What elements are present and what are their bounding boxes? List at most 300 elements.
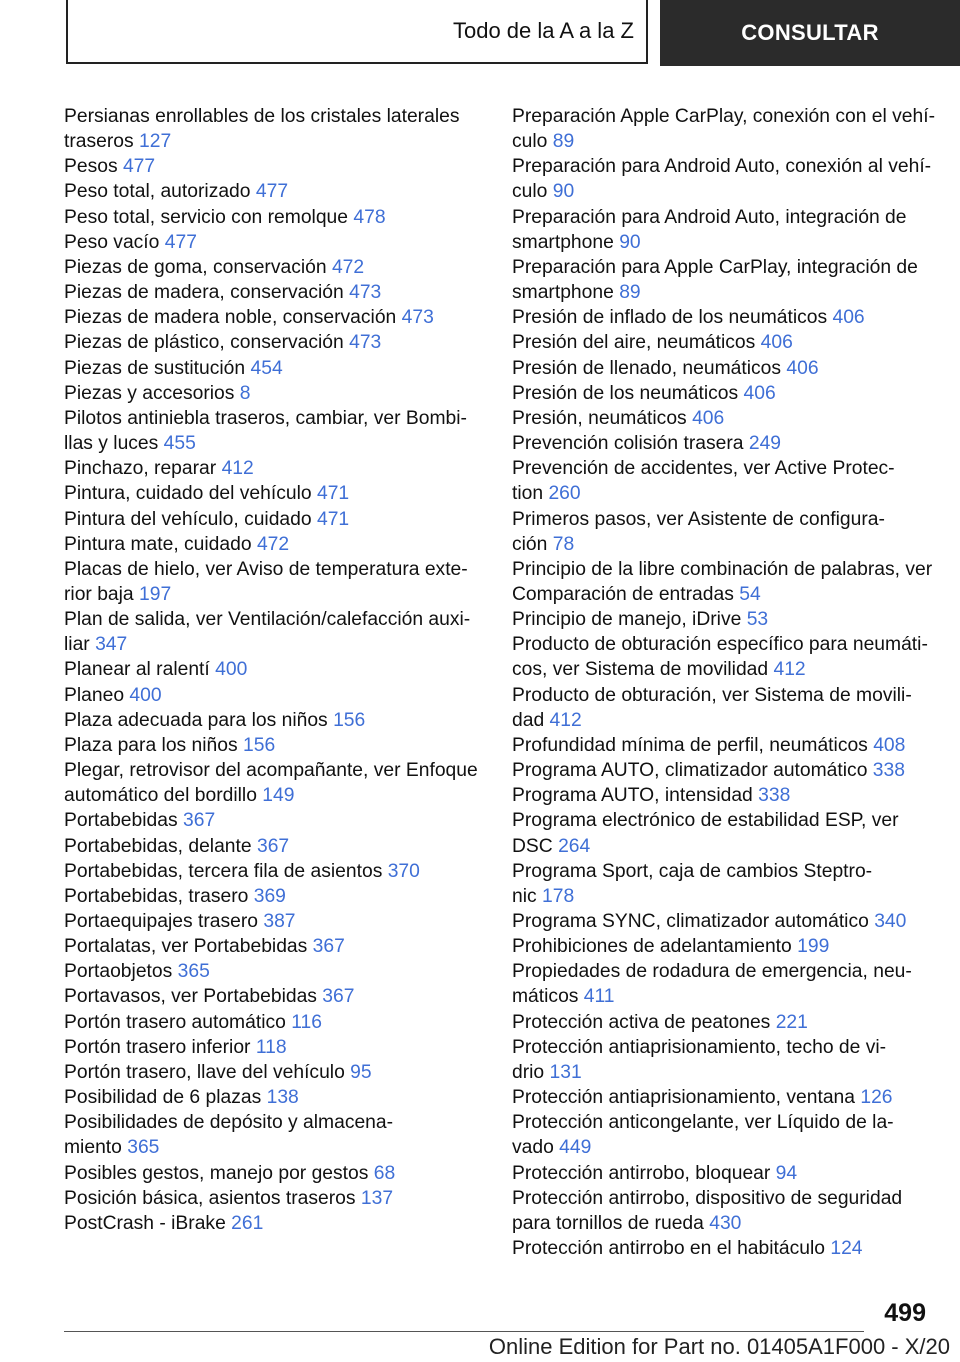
index-entry [64, 758, 484, 808]
index-entry [64, 657, 484, 682]
index-entry-text [64, 808, 484, 833]
index-entry [64, 1035, 484, 1060]
page-link[interactable]: 471 [316, 508, 350, 530]
index-entry [512, 1161, 932, 1186]
index-entry-term: Portón trasero, llave del vehículo [64, 1061, 345, 1083]
index-entry [64, 934, 484, 959]
index-entry-text [512, 632, 932, 657]
index-entry-text [512, 481, 932, 506]
page-link[interactable]: 249 [748, 433, 782, 455]
page-link[interactable]: 406 [760, 332, 793, 354]
index-entry-term: Peso total, servicio con remolque [64, 206, 349, 228]
index-entry-text [512, 406, 932, 431]
index-entry [512, 959, 932, 1009]
page-link[interactable]: 264 [558, 835, 591, 857]
index-entry-text [64, 959, 484, 984]
page-link[interactable]: 400 [215, 659, 248, 681]
page-link[interactable]: 430 [709, 1212, 742, 1234]
index-entry-text [512, 1035, 932, 1060]
page-link[interactable]: 449 [559, 1137, 592, 1159]
index-entry-term: Placas de hielo, ver Aviso de temperatura exte- [64, 558, 468, 580]
index-entry-term: Plan de salida, ver Ventilación/calefacción auxi- [64, 609, 471, 631]
index-entry [64, 205, 484, 230]
index-entry-term: Principio de manejo, iDrive [512, 609, 742, 631]
index-entry-text [512, 1211, 932, 1236]
index-entry [512, 1010, 932, 1035]
index-entry-text [64, 456, 484, 481]
index-entry-text [64, 859, 484, 884]
index-entry-text [64, 708, 484, 733]
index-entry-term: Piezas de madera noble, conservación [64, 307, 397, 329]
index-entry-term: PostCrash - iBrake [64, 1212, 226, 1234]
index-entry [64, 607, 484, 657]
page-link[interactable]: 472 [331, 256, 365, 278]
index-entry-text [512, 683, 932, 708]
index-entry-term: cos, ver Sistema de movilidad [512, 659, 769, 681]
index-entry [512, 808, 932, 858]
index-entry [64, 230, 484, 255]
page-link[interactable]: 78 [552, 533, 575, 555]
index-column-left [64, 104, 484, 1236]
index-entry [512, 1110, 932, 1160]
index-entry-term: Producto de obturación, ver Sistema de movili- [512, 684, 912, 706]
index-entry-term: Piezas de madera, conservación [64, 282, 344, 304]
index-entry-text [64, 230, 484, 255]
page-link[interactable]: 406 [743, 382, 776, 404]
index-entry [64, 884, 484, 909]
index-entry-term: drio [512, 1061, 545, 1083]
index-entry-term: Comparación de entradas [512, 583, 734, 605]
page-link[interactable]: 406 [832, 307, 865, 329]
page-link[interactable]: 138 [266, 1087, 299, 1109]
index-entry-term: rior baja [64, 583, 134, 605]
index-entry-term: Preparación para Android Auto, conexión al vehí- [512, 156, 932, 178]
index-entry-term: Portalatas, ver Portabebidas [64, 936, 308, 958]
index-entry-text [512, 884, 932, 909]
tab-consult[interactable] [660, 0, 960, 66]
index-entry-term: Pinchazo, reparar [64, 458, 217, 480]
index-entry-text [512, 230, 932, 255]
index-entry-term: nic [512, 885, 537, 907]
index-entry [512, 934, 932, 959]
index-entry-text [64, 104, 484, 129]
index-entry-text [512, 179, 932, 204]
index-entry-text [512, 783, 932, 808]
index-entry-term: Portón trasero automático [64, 1011, 286, 1033]
index-entry-text [64, 532, 484, 557]
page-link[interactable]: 221 [775, 1011, 808, 1033]
index-entry [512, 683, 932, 733]
index-entry [512, 381, 932, 406]
index-entry [512, 154, 932, 204]
index-entry [64, 1085, 484, 1110]
index-entry-text [512, 557, 933, 582]
page-link[interactable]: 197 [139, 583, 172, 605]
index-entry [64, 179, 484, 204]
index-entry-term: Prevención colisión trasera [512, 433, 744, 455]
index-entry-text [64, 205, 484, 230]
index-entry [512, 104, 936, 154]
index-entry [64, 1211, 484, 1236]
index-entry-text [512, 104, 936, 129]
page-link[interactable]: 387 [263, 911, 296, 932]
footer-divider [64, 1331, 864, 1332]
page-link[interactable]: 454 [250, 357, 283, 379]
index-entry-text [64, 607, 484, 632]
index-entry-term: Presión del aire, neumáticos [512, 332, 756, 354]
index-entry-text [512, 280, 932, 305]
index-entry-term: Pintura mate, cuidado [64, 533, 252, 555]
page-link[interactable]: 54 [739, 583, 761, 605]
index-entry-text [64, 1060, 484, 1085]
index-entry-text [64, 834, 484, 859]
page-link[interactable]: 127 [139, 131, 172, 153]
index-entry-term: Posición básica, asientos traseros [64, 1187, 356, 1209]
index-entry [64, 330, 484, 355]
page-link[interactable]: 53 [746, 609, 769, 631]
page-link[interactable]: 260 [548, 483, 581, 505]
index-entry-term: Presión de inflado de los neumáticos [512, 307, 828, 329]
page-link[interactable]: 89 [552, 131, 575, 153]
index-entry [64, 104, 484, 154]
index-entry-text [512, 1135, 932, 1160]
index-entry-text [512, 305, 932, 330]
index-entry-text [512, 431, 932, 456]
index-entry-text [512, 808, 932, 833]
page-link[interactable]: 478 [353, 206, 386, 228]
index-entry-term: Primeros pasos, ver Asistente de configura- [512, 508, 885, 530]
tab-consult-label: CONSULTAR [741, 20, 879, 45]
index-column-right [512, 104, 936, 1261]
page-link[interactable]: 338 [758, 785, 791, 807]
index-entry-term: Pintura del vehículo, cuidado [64, 508, 312, 530]
index-entry [64, 356, 484, 381]
index-entry-text [64, 733, 484, 758]
index-entry-term: DSC [512, 835, 553, 857]
index-entry-text [64, 582, 484, 607]
page-link[interactable]: 338 [872, 760, 905, 782]
index-entry-term: Peso total, autorizado [64, 181, 251, 203]
page-link[interactable]: 473 [349, 332, 382, 354]
index-entry-text [512, 381, 932, 406]
index-entry [512, 783, 932, 808]
index-entry-text [64, 934, 484, 959]
index-entry-term: Protección antirrobo en el habitáculo [512, 1238, 825, 1260]
index-entry [512, 205, 932, 255]
page-link[interactable]: 477 [255, 181, 289, 203]
index-entry [64, 1161, 484, 1186]
page-link[interactable]: 370 [387, 860, 420, 882]
index-entry-text [64, 406, 484, 431]
index-entry-text [64, 1211, 484, 1236]
index-entry-text [64, 255, 484, 280]
index-entry [64, 154, 484, 179]
index-entry-term: Pilotos antiniebla traseros, cambiar, ver Bombi- [64, 407, 467, 429]
page-link[interactable]: 411 [583, 986, 615, 1008]
index-entry-text [64, 1110, 484, 1135]
page-link[interactable]: 68 [373, 1162, 396, 1184]
index-entry-term: Programa SYNC, climatizador automático [512, 911, 869, 932]
index-entry-term: para tornillos de rueda [512, 1212, 704, 1234]
page-link[interactable]: 412 [773, 659, 806, 681]
page-link[interactable]: 340 [874, 911, 907, 932]
page-link[interactable]: 89 [619, 282, 641, 304]
index-entry-term: Prohibiciones de adelantamiento [512, 936, 792, 958]
index-entry-text [512, 1186, 932, 1211]
index-entry [512, 507, 932, 557]
index-entry-text [512, 456, 932, 481]
page-link[interactable]: 137 [360, 1187, 394, 1209]
index-entry-term: vado [512, 1137, 554, 1159]
index-entry-text [64, 381, 484, 406]
page-link[interactable]: 131 [549, 1061, 582, 1083]
page-link[interactable]: 118 [255, 1036, 287, 1058]
index-entry-term: Programa AUTO, intensidad [512, 785, 753, 807]
index-entry-term: Programa electrónico de estabilidad ESP, ver [512, 810, 899, 832]
index-entry-term: Portabebidas [64, 810, 178, 832]
index-entry-term: Posibilidad de 6 plazas [64, 1087, 262, 1109]
index-entry-text [512, 733, 932, 758]
index-entry-text [64, 1085, 484, 1110]
page-link[interactable]: 149 [262, 785, 295, 807]
page-link[interactable]: 406 [692, 407, 725, 429]
page-link[interactable]: 408 [873, 734, 906, 756]
index-entry-text [512, 255, 932, 280]
index-entry-term: Preparación para Android Auto, integración de [512, 206, 907, 228]
page-link[interactable]: 412 [221, 458, 254, 480]
page-link[interactable]: 94 [775, 1162, 798, 1184]
index-entry-text [512, 154, 932, 179]
index-entry-text [64, 1010, 484, 1035]
index-entry-text [512, 1010, 932, 1035]
index-entry [512, 557, 932, 607]
index-entry [64, 406, 484, 456]
index-entry-term: dad [512, 709, 545, 731]
index-entry-text [64, 758, 484, 783]
index-entry-term: Piezas y accesorios [64, 382, 235, 404]
index-entry-text [64, 884, 484, 909]
index-entry-text [512, 657, 932, 682]
index-entry [512, 356, 932, 381]
index-entry-text [512, 582, 932, 607]
index-entry-text [512, 205, 932, 230]
index-entry [64, 708, 484, 733]
index-entry [64, 1010, 484, 1035]
index-entry-text [512, 834, 932, 859]
index-entry [64, 381, 484, 406]
page-link[interactable]: 471 [316, 483, 350, 505]
index-entry-text [64, 507, 484, 532]
index-entry-term: traseros [64, 131, 134, 153]
page-link[interactable]: 477 [164, 231, 197, 253]
index-entry-text [512, 708, 932, 733]
page-link[interactable]: 369 [253, 885, 286, 907]
page-link[interactable]: 95 [350, 1061, 372, 1083]
index-entry-term: Preparación Apple CarPlay, conexión con el vehí- [512, 106, 936, 127]
index-entry-text [64, 984, 484, 1009]
index-entry-term: Portabebidas, tercera fila de asientos [64, 860, 383, 882]
index-entry-term: Preparación para Apple CarPlay, integración de [512, 256, 918, 278]
index-entry-text [64, 280, 484, 305]
index-entry [512, 431, 932, 456]
index-entry-text [64, 557, 484, 582]
index-entry-text [512, 758, 932, 783]
index-entry-term: Programa Sport, caja de cambios Steptro- [512, 860, 873, 882]
index-entry [512, 909, 932, 934]
index-entry-term: Pesos [64, 156, 118, 178]
index-entry-text [64, 1035, 484, 1060]
index-entry [512, 330, 932, 355]
page-link[interactable]: 261 [231, 1212, 264, 1234]
index-entry [64, 1060, 484, 1085]
index-entry-term: culo [512, 131, 548, 153]
index-entry [64, 909, 484, 934]
page-link[interactable]: 347 [95, 634, 128, 656]
index-entry [64, 456, 484, 481]
index-entry-text [64, 129, 484, 154]
index-entry-text [64, 1161, 484, 1186]
tab-a-to-z-label: Todo de la A a la Z [452, 18, 634, 43]
index-entry-term: Piezas de goma, conservación [64, 256, 327, 278]
index-entry-term: Protección antiaprisionamiento, techo de vi- [512, 1036, 887, 1058]
index-entry-term: Posibles gestos, manejo por gestos [64, 1162, 369, 1184]
index-entry [64, 557, 484, 607]
page-link[interactable]: 412 [549, 709, 582, 731]
index-entry-text [512, 129, 932, 154]
index-entry [64, 859, 484, 884]
index-entry-term: culo [512, 181, 548, 203]
index-entry [64, 733, 484, 758]
index-entry-text [512, 1060, 932, 1085]
index-entry-term: Piezas de sustitución [64, 357, 246, 379]
page-link[interactable]: 8 [239, 382, 251, 404]
page-link[interactable]: 455 [163, 433, 196, 455]
page-link[interactable]: 156 [243, 734, 276, 756]
page-link[interactable]: 477 [122, 156, 156, 178]
index-entry-term: Programa AUTO, climatizador automático [512, 760, 868, 782]
page-link[interactable]: 400 [129, 684, 162, 706]
page-header [0, 0, 960, 66]
index-entry-text [64, 632, 484, 657]
page-link[interactable]: 178 [542, 885, 575, 907]
page-link[interactable]: 472 [256, 533, 290, 555]
index-entry-term: Protección activa de peatones [512, 1011, 771, 1033]
page-link[interactable]: 116 [291, 1011, 322, 1033]
index-entry [64, 959, 484, 984]
index-entry [512, 255, 932, 305]
page-link[interactable]: 367 [322, 986, 355, 1008]
page-link[interactable]: 365 [127, 1137, 160, 1159]
index-entry-text [512, 1236, 932, 1261]
index-entry-term: Piezas de plástico, conservación [64, 332, 344, 354]
index-entry [64, 532, 484, 557]
index-entry-text [512, 1085, 932, 1110]
index-entry [64, 683, 484, 708]
index-entry [64, 481, 484, 506]
index-entry-term: Portabebidas, trasero [64, 885, 249, 907]
page-link[interactable]: 367 [256, 835, 290, 857]
index-entry-text [512, 1161, 932, 1186]
index-entry-text [64, 1186, 484, 1211]
page-link[interactable]: 473 [349, 282, 382, 304]
index-entry-term: Planeo [64, 684, 125, 706]
index-entry-term: Portón trasero inferior [64, 1036, 251, 1058]
index-entry-term: máticos [512, 986, 579, 1008]
index-entry [64, 305, 484, 330]
index-entry-term: tion [512, 483, 544, 505]
index-entry [64, 1186, 484, 1211]
index-entry-text [64, 431, 484, 456]
index-entry-text [512, 934, 932, 959]
index-entry-term: Posibilidades de depósito y almacena- [64, 1112, 394, 1134]
page-link[interactable]: 156 [333, 709, 366, 731]
index-entry-term: Pintura, cuidado del vehículo [64, 483, 312, 505]
page-link[interactable]: 406 [786, 357, 819, 379]
index-entry-text [64, 305, 484, 330]
index-entry-term: Propiedades de rodadura de emergencia, neu- [512, 961, 912, 983]
index-entry-term: Portavasos, ver Portabebidas [64, 986, 317, 1008]
index-entry-text [512, 859, 932, 884]
index-entry-term: Persianas enrollables de los cristales laterales [64, 106, 460, 127]
page-link[interactable]: 367 [183, 810, 216, 832]
index-entry-text [512, 959, 932, 984]
index-entry [64, 1110, 484, 1160]
index-entry-term: automático del bordillo [64, 785, 257, 807]
page-link[interactable]: 90 [619, 231, 641, 253]
index-entry-text [64, 909, 484, 934]
index-entry [64, 984, 484, 1009]
page-link[interactable]: 473 [401, 307, 434, 329]
index-entry-term: Plaza adecuada para los niños [64, 709, 328, 731]
page-number: 499 [884, 1299, 926, 1327]
index-entry-term: Portaobjetos [64, 961, 173, 983]
index-entry-text [64, 1135, 484, 1160]
page-link[interactable]: 199 [797, 936, 830, 958]
index-entry-text [512, 607, 932, 632]
index-entry [512, 1035, 932, 1085]
index-entry-term: Prevención de accidentes, ver Active Protec- [512, 458, 895, 480]
index-entry-term: Portabebidas, delante [64, 835, 252, 857]
index-entry [512, 859, 932, 909]
index-entry [512, 632, 932, 682]
index-entry [512, 456, 932, 506]
page-link[interactable]: 124 [830, 1238, 863, 1260]
page-link[interactable]: 367 [312, 936, 345, 958]
index-entry-text [512, 330, 932, 355]
page-link[interactable]: 126 [860, 1087, 893, 1109]
index-entry [512, 1186, 932, 1236]
index-entry-text [64, 657, 484, 682]
page-link[interactable]: 90 [552, 181, 575, 203]
index-entry [512, 733, 932, 758]
index-entry-text [512, 507, 932, 532]
index-entry-text [512, 909, 932, 934]
index-entry-term: Planear al ralentí [64, 659, 210, 681]
index-entry-term: Plegar, retrovisor del acompañante, ver Enfoque [64, 760, 478, 782]
index-entry-term: Presión de llenado, neumáticos [512, 357, 782, 379]
page-link[interactable]: 365 [177, 961, 210, 983]
index-entry-term: Principio de la libre combinación de palabras, ver [512, 558, 933, 580]
footer-edition-text: Online Edition for Part no. 01405A1F000 - X/20 [488, 1334, 950, 1359]
index-entry-text [512, 1110, 932, 1135]
index-entry-term: Protección antiaprisionamiento, ventana [512, 1087, 855, 1109]
index-entry-text [512, 984, 932, 1009]
tab-a-to-z[interactable] [66, 0, 648, 64]
index-entry-text [64, 154, 484, 179]
index-entry-term: Presión de los neumáticos [512, 382, 739, 404]
index-entry-term: ción [512, 533, 548, 555]
index-entry [512, 758, 932, 783]
